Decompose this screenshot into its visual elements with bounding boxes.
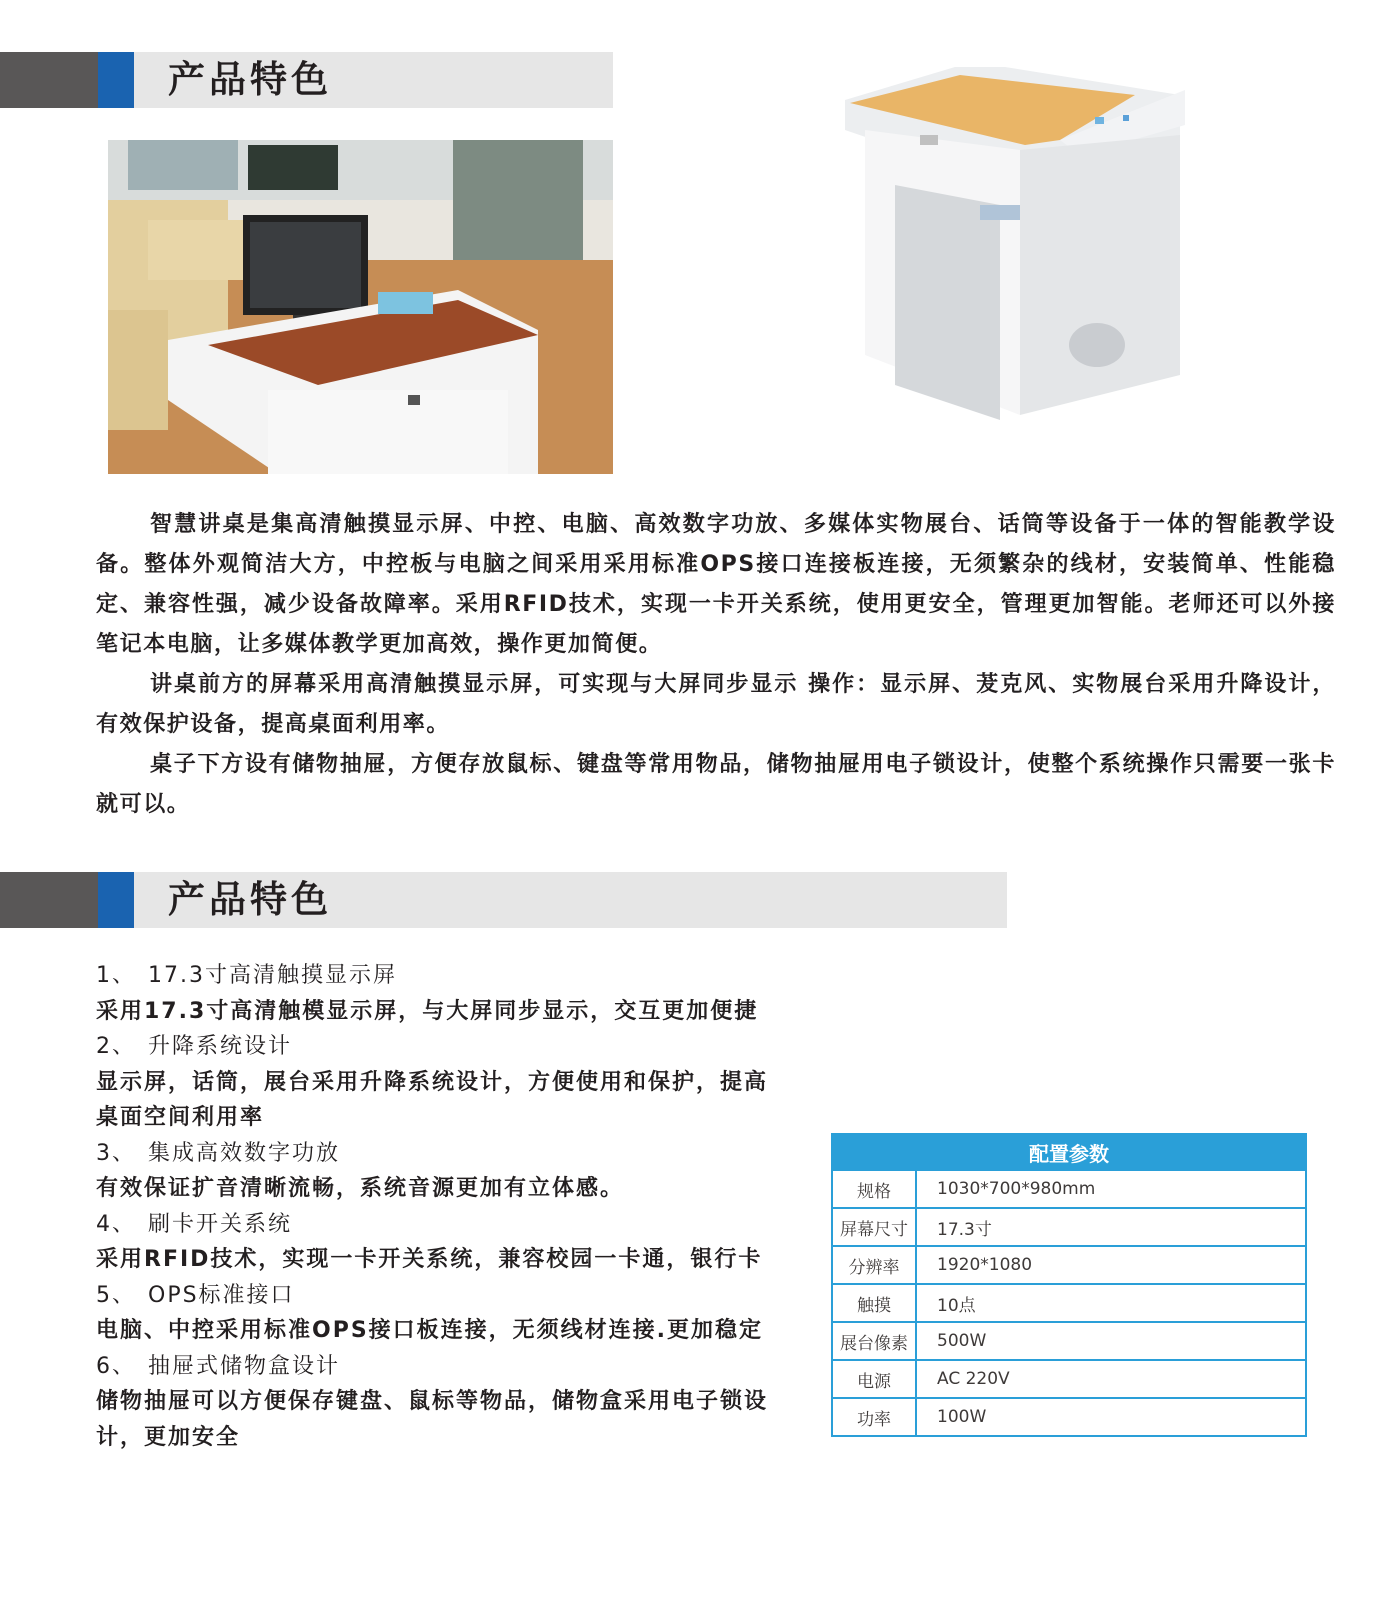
table-row [832,1170,1306,1208]
table-row [832,1322,1306,1360]
table-row [832,1246,1306,1284]
spec-value: 10点 [916,1284,1306,1322]
spec-key: 屏幕尺寸 [832,1208,916,1246]
table-row [832,1284,1306,1322]
intro-text [96,505,1336,825]
classroom-podium-photo [108,140,613,474]
feature-desc: 储物抽屉可以方便保存键盘、鼠标等物品，储物盒采用电子锁设计，更加安全 [96,1389,769,1450]
spec-value: 1030*700*980mm [916,1170,1306,1208]
intro-paragraph: 讲桌前方的屏幕采用高清触摸显示屏，可实现与大屏同步显示 操作：显示屏、茇克风、实物展台采用升降设计，有效保护设备，提高桌面利用率。 [96,672,1336,737]
spec-key: 展台像素 [832,1322,916,1360]
header-blue-block [98,872,134,928]
spec-value: 100W [916,1398,1306,1436]
feature-title: 5、 OPS标准接口 [96,1282,295,1308]
intro-paragraph: 桌子下方设有储物抽屉，方便存放鼠标、键盘等常用物品，储物抽屉用电子锁设计，使整个系统操作只需要一张卡就可以。 [96,752,1336,817]
spec-value: 500W [916,1322,1306,1360]
podium-product-render [845,55,1215,440]
feature-desc: 电脑、中控采用标准OPS接口板连接，无须线材连接.更加稳定 [96,1318,764,1343]
feature-title: 4、 刷卡开关系统 [96,1211,293,1237]
feature-desc: 采用RFID技术，实现一卡开关系统，兼容校园一卡通，银行卡 [96,1247,763,1272]
section-header-2 [0,872,1007,928]
spec-key: 电源 [832,1360,916,1398]
spec-key: 功率 [832,1398,916,1436]
feature-list [96,958,776,1455]
spec-key: 触摸 [832,1284,916,1322]
section-title: 产品特色 [168,58,332,101]
feature-title: 2、 升降系统设计 [96,1034,293,1059]
spec-value: 17.3寸 [916,1208,1306,1246]
intro-paragraph: 智慧讲桌是集高清触摸显示屏、中控、电脑、高效数字功放、多媒体实物展台、话筒等设备于一体的智能教学设备。整体外观简洁大方，中控板与电脑之间采用采用标准OPS接口连接板连接，无须繁杂的线材，安装简单、性能稳定、兼容性强，减少设备故障率。采用RFID技术，实现一卡开关系统，使用更安全，管理更加智能。老师还可以外接笔记本电脑，让多媒体教学更加高效，操作更加简便。 [96,512,1336,657]
feature-title: 1、 17.3寸高清触摸显示屏 [96,963,397,988]
feature-title: 6、 抽屉式储物盒设计 [96,1353,341,1379]
spec-table [831,1133,1307,1437]
section-header-1 [0,52,613,108]
spec-key: 分辨率 [832,1246,916,1284]
table-row [832,1208,1306,1246]
spec-key: 规格 [832,1170,916,1208]
table-row [832,1360,1306,1398]
header-gray-block [0,872,98,928]
spec-value: 1920*1080 [916,1246,1306,1284]
table-row [832,1398,1306,1436]
feature-desc: 采用17.3寸高清触模显示屏，与大屏同步显示，交互更加便捷 [96,998,759,1024]
spec-table-title: 配置参数 [832,1134,1306,1170]
feature-desc: 显示屏，话筒，展台采用升降系统设计，方便使用和保护，提高桌面空间利用率 [96,1069,769,1130]
feature-title: 3、 集成高效数字功放 [96,1140,341,1166]
spec-value: AC 220V [916,1360,1306,1398]
header-blue-block [98,52,134,108]
header-gray-block [0,52,98,108]
feature-desc: 有效保证扩音清晰流畅，系统音源更加有立体感。 [96,1176,625,1201]
section-title: 产品特色 [168,878,332,921]
